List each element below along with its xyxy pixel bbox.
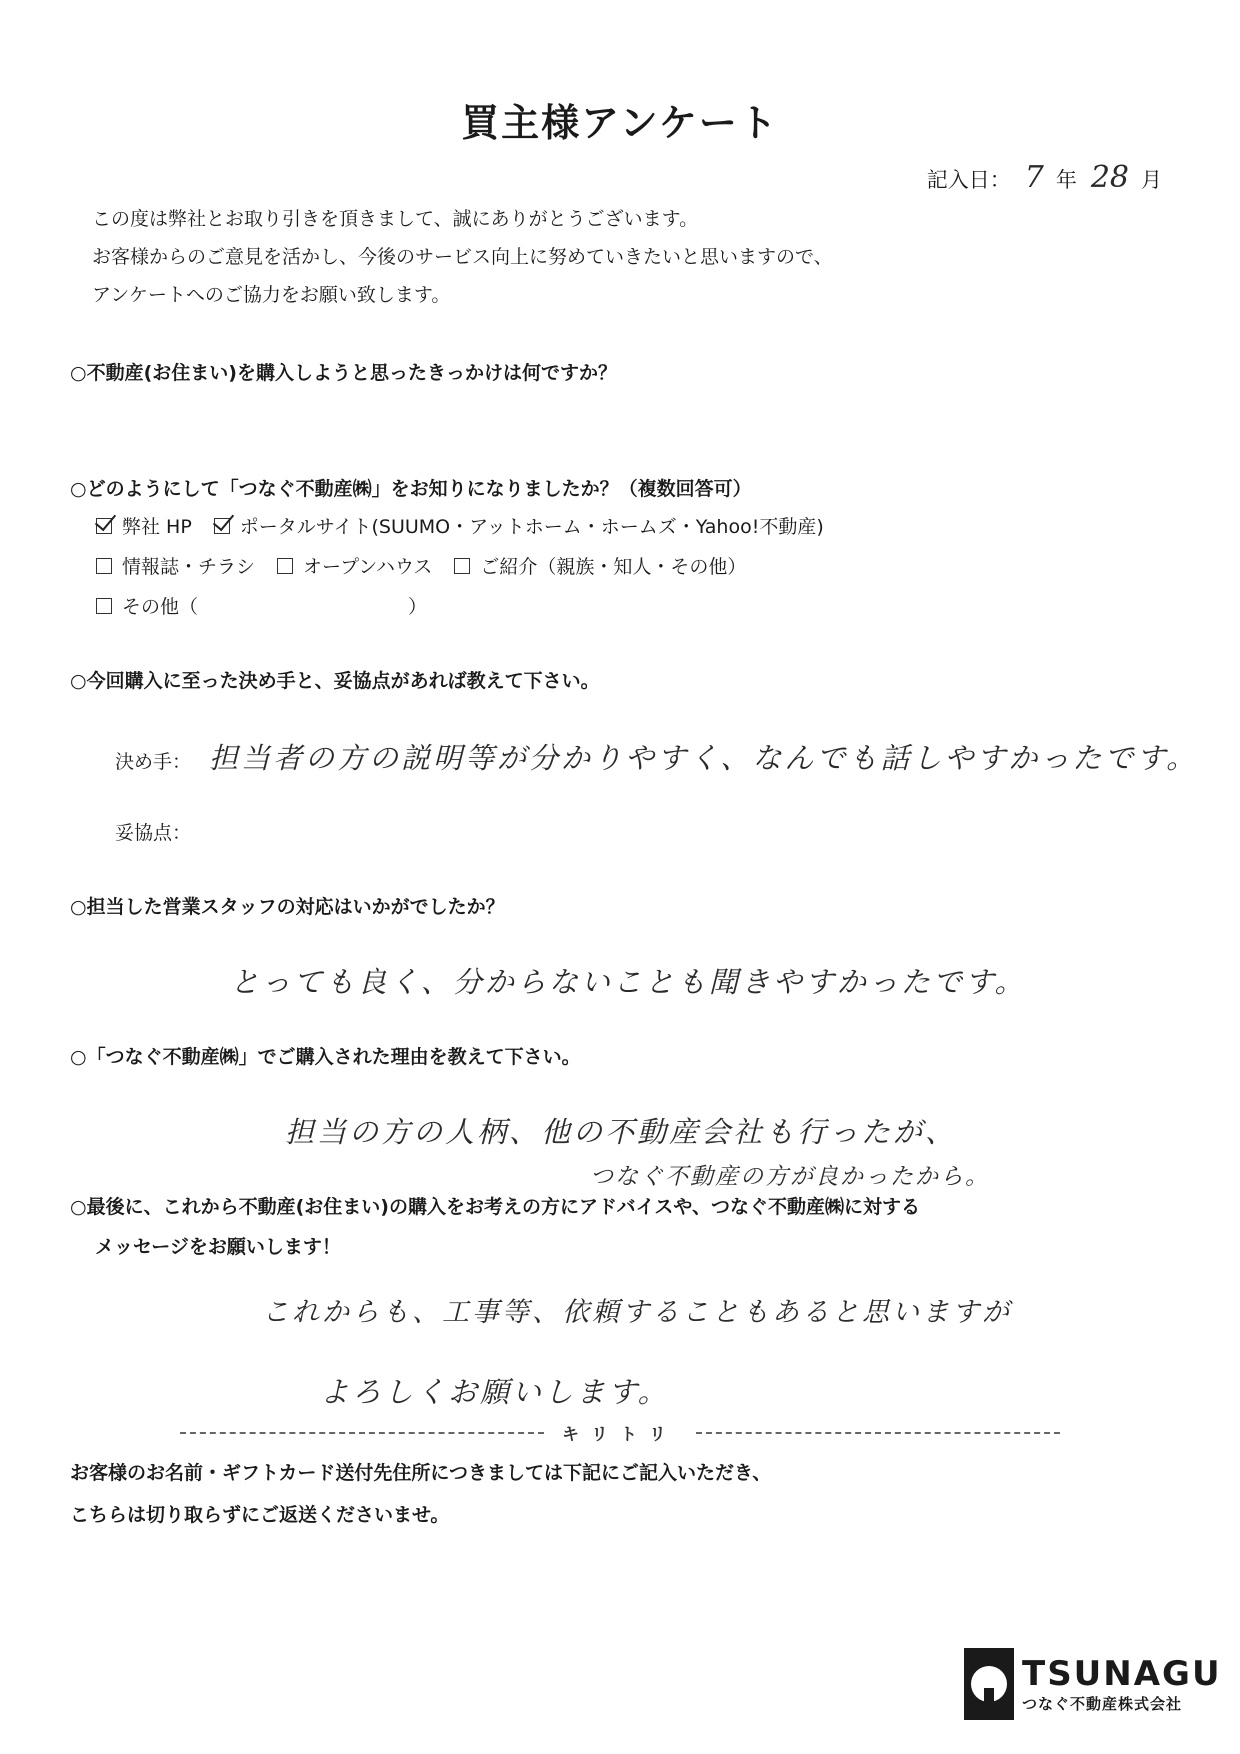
option-label: ご紹介（親族・知人・その他） (480, 556, 747, 578)
q2-options-row-1 (96, 512, 846, 539)
company-logo (964, 1648, 1222, 1720)
checkbox-checked-icon[interactable] (214, 518, 230, 534)
footer-line: こちらは切り取らずにご返送くださいませ。 (70, 1504, 450, 1526)
logo-main-text: TSUNAGU (1022, 1653, 1222, 1694)
option-other[interactable] (96, 592, 427, 619)
dashed-line-right (696, 1432, 1060, 1434)
staff-response-answer: とっても良く、分からないことも聞きやすかったです。 (230, 965, 1027, 999)
footer-note (70, 1452, 771, 1536)
compromise-label: 妥協点： (115, 822, 192, 844)
checkbox-checked-icon[interactable] (96, 518, 112, 534)
question-4: ○担当した営業スタッフの対応はいかがでしたか？ (70, 896, 505, 918)
logo-sub-text: つなぐ不動産株式会社 (1022, 1694, 1183, 1713)
purchase-reason-answer-2: つなぐ不動産の方が良かったから。 (590, 1164, 990, 1190)
date-day-value: 28 (1090, 160, 1129, 195)
question-2: ○どのようにして「つなぐ不動産㈱」をお知りになりましたか？（複数回答可） (70, 478, 752, 500)
intro-line: アンケートへのご協力をお願い致します。 (92, 284, 451, 306)
checkbox-icon[interactable] (454, 558, 470, 574)
checkbox-icon[interactable] (96, 598, 112, 614)
option-label: 情報誌・チラシ (122, 556, 256, 578)
entry-date (927, 160, 1162, 195)
question-3: ○今回購入に至った決め手と、妥協点があれば教えて下さい。 (70, 670, 600, 692)
message-answer-1: これからも、工事等、依頼することもあると思いますが (262, 1297, 1012, 1328)
cut-line (180, 1420, 1060, 1445)
deciding-factor-answer: 担当者の方の説明等が分かりやすく、なんでも話しやすかったです。 (209, 741, 1199, 775)
purchase-reason-answer-1: 担当の方の人柄、他の不動産会社も行ったが、 (285, 1115, 958, 1149)
intro-text (92, 200, 833, 314)
cut-label: キリトリ (562, 1425, 678, 1445)
message-answer-2: よろしくお願いします。 (320, 1375, 670, 1409)
dashed-line-left (180, 1432, 544, 1434)
checkbox-icon[interactable] (277, 558, 293, 574)
intro-line: この度は弊社とお取り引きを頂きまして、誠にありがとうございます。 (92, 208, 699, 230)
date-month-value: 7 (1024, 160, 1044, 195)
question-5: ○「つなぐ不動産㈱」でご購入された理由を教えて下さい。 (70, 1046, 581, 1068)
option-hp[interactable] (96, 512, 192, 539)
option-magazine[interactable] (96, 552, 255, 579)
option-label: ポータルサイト(SUUMO・アットホーム・ホームズ・Yahoo!不動産) (239, 516, 824, 538)
q2-options-row-2 (96, 552, 768, 579)
option-label: オープンハウス (303, 556, 433, 578)
question-1: ○不動産(お住まい)を購入しようと思ったきっかけは何ですか？ (70, 362, 617, 384)
deciding-factor-label: 決め手： (115, 751, 192, 773)
date-day-unit: 月 (1141, 168, 1162, 192)
date-label: 記入日： (926, 168, 1011, 192)
date-month-unit: 年 (1055, 168, 1077, 192)
intro-line: お客様からのご意見を活かし、今後のサービス向上に努めていきたいと思いますので、 (92, 246, 833, 268)
option-referral[interactable] (454, 552, 746, 579)
q2-options-row-3 (96, 592, 449, 619)
logo-mark-icon (964, 1648, 1014, 1720)
deciding-factor-row (115, 736, 1198, 777)
option-label: その他（ (122, 596, 199, 618)
option-label: 弊社 HP (122, 516, 192, 538)
page-title: 買主様アンケート (461, 101, 779, 145)
close-paren: ） (408, 596, 428, 618)
checkbox-icon[interactable] (96, 558, 112, 574)
question-6-line-2: メッセージをお願いします！ (95, 1236, 341, 1258)
question-6-line-1: ○最後に、これから不動産(お住まい)の購入をお考えの方にアドバイスや、つなぐ不動産㈱に対する (70, 1196, 920, 1218)
option-portal[interactable] (214, 512, 824, 539)
footer-line: お客様のお名前・ギフトカード送付先住所につきましては下記にご記入いただき、 (70, 1462, 772, 1484)
option-openhouse[interactable] (277, 552, 432, 579)
